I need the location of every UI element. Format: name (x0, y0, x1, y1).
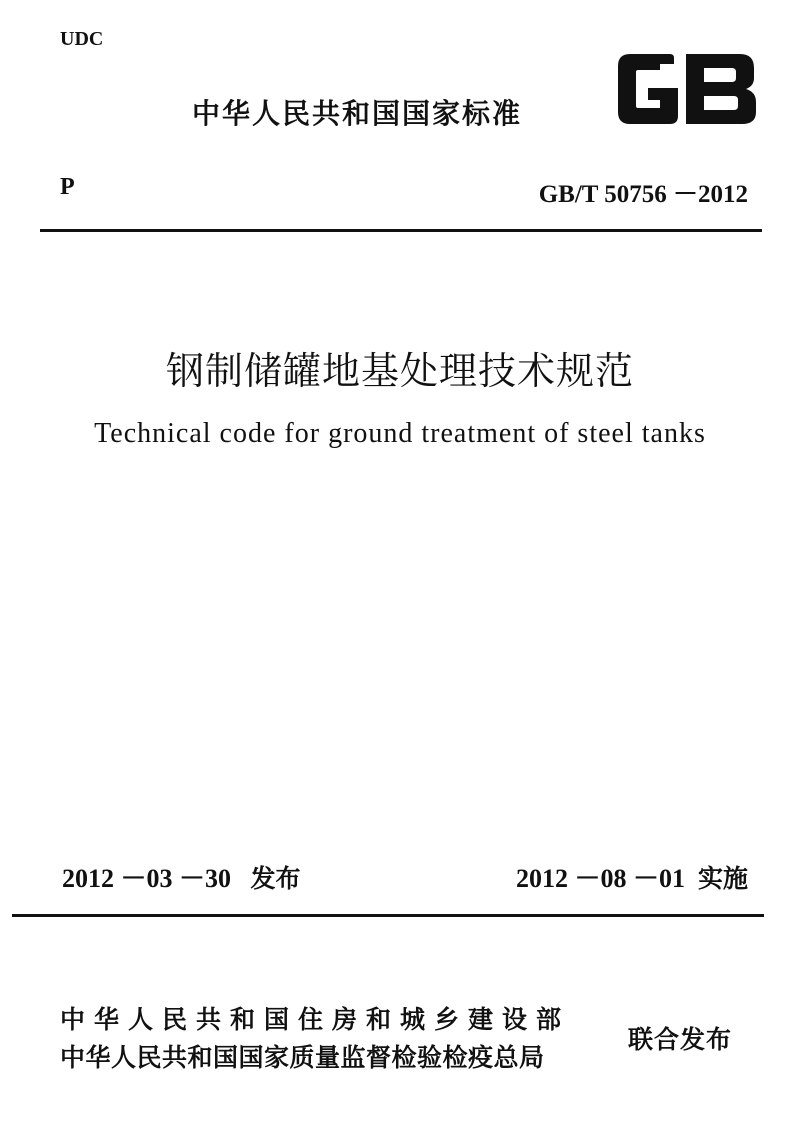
gb-logo (612, 50, 760, 128)
implement-date-block (516, 858, 748, 895)
implement-date: 2012 －08 －01 (515, 864, 685, 893)
classification-letter: P (60, 174, 75, 200)
issue-date-block (62, 858, 301, 895)
issue-date: 2012 －03 －30 (62, 864, 232, 893)
issuer-ministry-housing: 中华人民共和国住房和城乡建设部 (60, 1005, 571, 1034)
standard-code: GB/T 50756 －2012 (538, 181, 748, 208)
title-english: Technical code for ground treatment of steel tanks (94, 418, 706, 449)
joint-issue-label: 联合发布 (628, 1025, 733, 1054)
implement-label: 实施 (697, 864, 748, 893)
top-divider (40, 229, 762, 232)
title-chinese: 钢制储罐地基处理技术规范 (165, 349, 634, 393)
issuer-quality-supervision: 中华人民共和国国家质量监督检验检疫总局 (60, 1043, 545, 1072)
issue-label: 发布 (250, 864, 301, 893)
bottom-divider (12, 914, 764, 917)
national-standard-heading: 中华人民共和国国家标准 (192, 97, 523, 130)
udc-label: UDC (60, 28, 104, 50)
